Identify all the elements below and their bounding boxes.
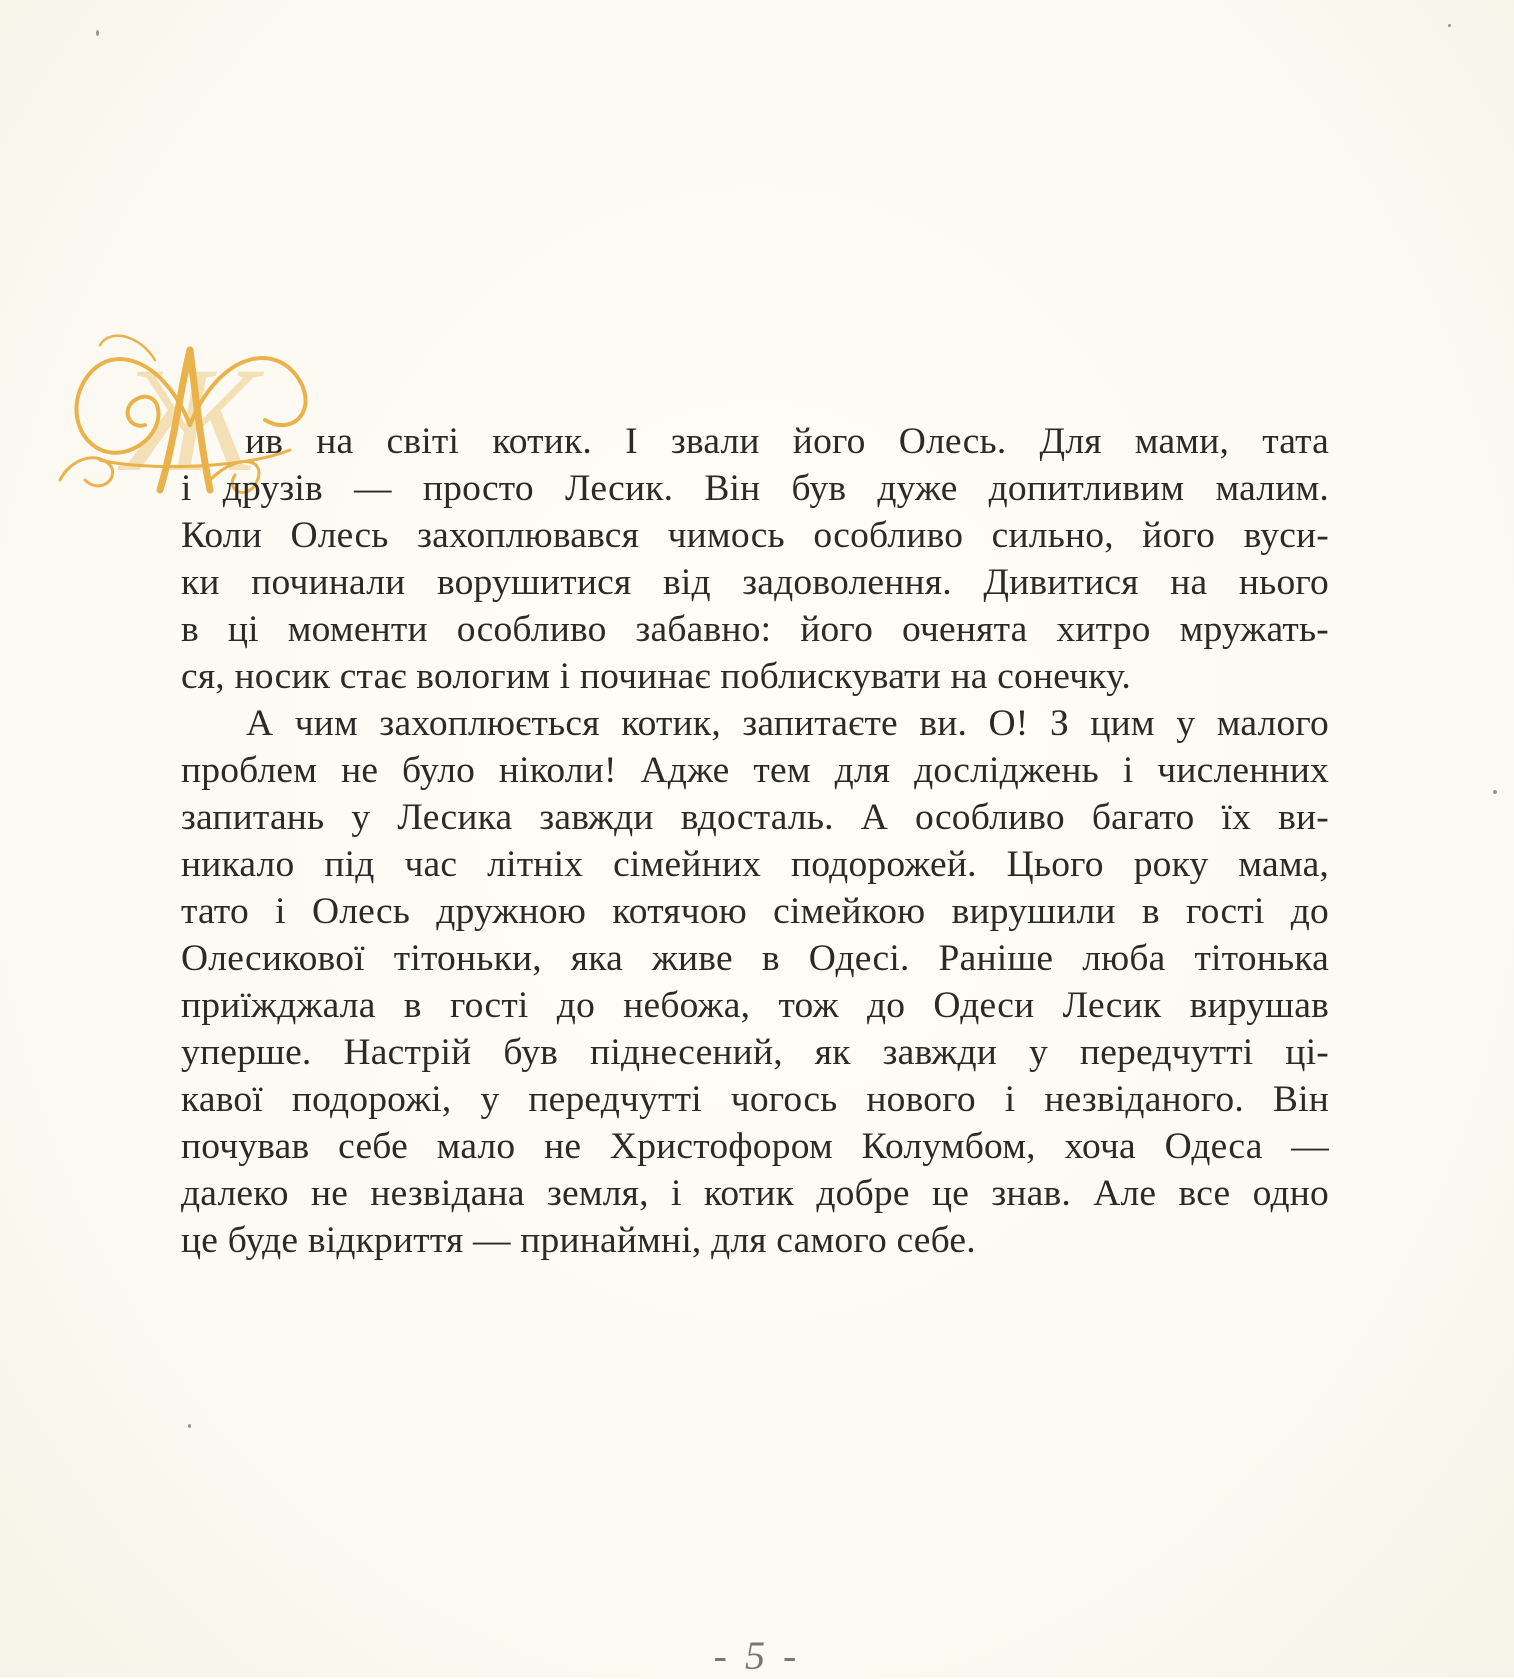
paragraph-2-line-1: А чим захоплюється котик, запитаєте ви. О! З цим у малого: [246, 703, 1329, 744]
paragraph-2-line-2: проблем не було ніколи! Адже тем для досліджень і численних: [181, 750, 1329, 791]
story-text: [181, 418, 1329, 1264]
paragraph-2-line-3: запитань у Лесика завжди вдосталь. А особливо багато їх ви-: [181, 797, 1329, 838]
dropcap-letter: Ж: [121, 337, 259, 503]
paragraph-1-line-5: в ці моменти особливо забавно: його оченята хитро мружать-: [181, 609, 1329, 650]
paragraph-2-line-10: почував себе мало не Христофором Колумбом, хоча Одеса —: [181, 1126, 1329, 1167]
paper-speck: [1493, 790, 1497, 794]
paragraph-2-line-7: приїжджала в гості до небожа, тож до Одеси Лесик вирушав: [181, 985, 1329, 1026]
paper-speck: [1448, 24, 1451, 27]
paragraph-1-line-2: і друзів — просто Лесик. Він був дуже допитливим малим.: [181, 468, 1329, 509]
page-number: - 5 -: [713, 1633, 801, 1678]
paper-speck: [188, 1424, 191, 1428]
paragraph-1-line-6: ся, носик стає вологим і починає поблискувати на сонечку.: [181, 656, 1131, 697]
paper-speck: [96, 30, 99, 36]
paragraph-1-line-4: ки починали ворушитися від задоволення. Дивитися на нього: [181, 562, 1329, 603]
paragraph-1-line-3: Коли Олесь захоплювався чимось особливо сильно, його вуси-: [181, 515, 1329, 556]
paragraph-2-line-11: далеко не незвідана земля, і котик добре це знав. Але все одно: [181, 1173, 1329, 1214]
paragraph-2-line-4: никало під час літніх сімейних подорожей. Цього року мама,: [181, 844, 1329, 885]
paragraph-2-line-6: Олесикової тітоньки, яка живе в Одесі. Раніше люба тітонька: [181, 938, 1329, 979]
paragraph-2-line-9: кавої подорожі, у передчутті чогось нового і незвіданого. Він: [181, 1079, 1329, 1120]
paragraph-2-line-12: це буде відкриття — принаймні, для самого себе.: [181, 1220, 976, 1261]
paragraph-2-line-8: уперше. Настрій був піднесений, як завжди у передчутті ці-: [181, 1032, 1329, 1073]
paragraph-1-line-1: ив на світі котик. І звали його Олесь. Для мами, тата: [245, 421, 1329, 462]
paragraph-2-line-5: тато і Олесь дружною котячою сімейкою вирушили в гості до: [181, 891, 1329, 932]
